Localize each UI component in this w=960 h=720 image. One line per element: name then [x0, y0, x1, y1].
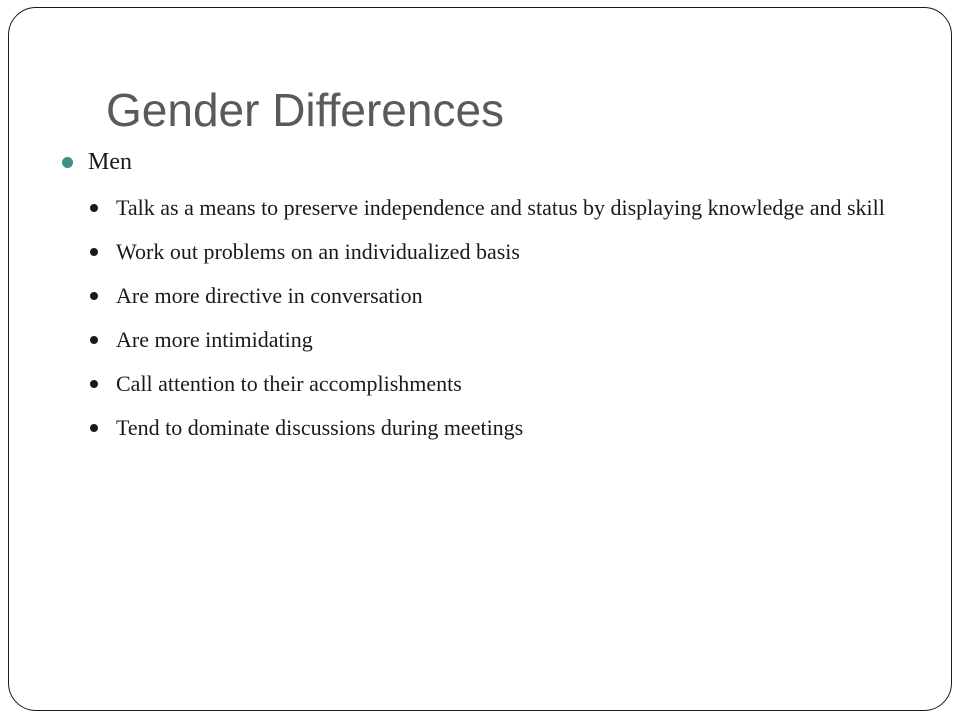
list-item-text: Are more intimidating — [116, 327, 313, 352]
list-item-text: Tend to dominate discussions during meetings — [116, 415, 524, 440]
list-item — [90, 279, 906, 313]
heading-men: Men — [88, 149, 132, 175]
list-item-text: Are more directive in conversation — [116, 283, 423, 308]
list-item-text: Work out problems on an individualized basis — [116, 239, 520, 264]
bullet-icon — [90, 292, 98, 300]
list-item — [90, 323, 906, 357]
bullet-icon — [90, 204, 98, 212]
bullet-icon — [90, 336, 98, 344]
slide-content — [62, 145, 902, 455]
list-item — [90, 235, 906, 269]
bullet-icon — [90, 424, 98, 432]
list-item-text: Talk as a means to preserve independence and status by displaying knowledge and skill — [116, 195, 885, 220]
bullet-icon — [90, 380, 98, 388]
list-item — [90, 191, 906, 225]
bullet-icon — [90, 248, 98, 256]
slide-title: Gender Differences — [106, 84, 505, 136]
list-item — [90, 367, 906, 401]
teal-bullet-icon — [62, 157, 73, 168]
list-item-text: Call attention to their accomplishments — [116, 371, 462, 396]
bullet-list — [62, 191, 902, 445]
heading-bullet-item — [62, 145, 902, 179]
list-item — [90, 411, 906, 445]
